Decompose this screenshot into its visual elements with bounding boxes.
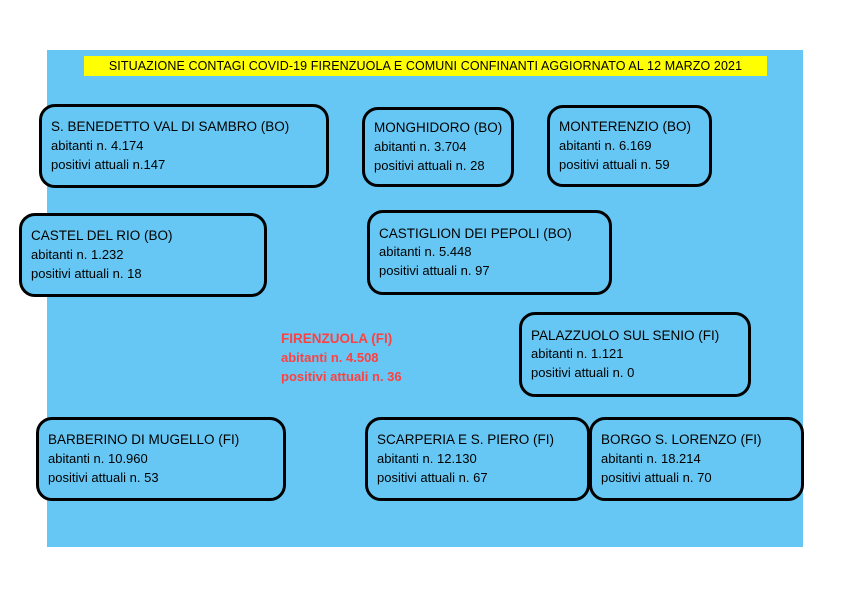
- municipality-positives: positivi attuali n. 28: [374, 157, 485, 173]
- municipality-positives: positivi attuali n. 97: [379, 263, 490, 279]
- municipality-name: SCARPERIA E S. PIERO (FI): [377, 432, 555, 448]
- municipality-name: MONTERENZIO (BO): [559, 119, 691, 135]
- blue-board: [31, 50, 803, 547]
- municipality-inhabitants: abitanti n. 6.169: [559, 137, 652, 153]
- municipality-name: BORGO S. LORENZO (FI): [601, 432, 762, 448]
- municipality-name: BARBERINO DI MUGELLO (FI): [48, 432, 240, 448]
- municipality-name: CASTIGLION DEI PEPOLI (BO): [379, 225, 572, 241]
- page-title: SITUAZIONE CONTAGI COVID-19 FIRENZUOLA E COMUNI CONFINANTI AGGIORNATO AL 12 MARZO 2021: [108, 59, 743, 73]
- municipality-inhabitants: abitanti n. 12.130: [377, 450, 477, 466]
- municipality-name: CASTEL DEL RIO (BO): [31, 228, 173, 244]
- municipality-name: MONGHIDORO (BO): [374, 120, 503, 136]
- municipality-box-scarperia-e-san-piero: [365, 417, 590, 501]
- municipality-inhabitants: abitanti n. 1.121: [531, 346, 624, 362]
- municipality-positives: positivi attuali n.147: [51, 156, 166, 172]
- municipality-positives: positivi attuali n. 70: [601, 469, 712, 485]
- municipality-box-borgo-san-lorenzo: [589, 417, 804, 501]
- municipality-name: S. BENEDETTO VAL DI SAMBRO (BO): [51, 119, 290, 135]
- municipality-inhabitants: abitanti n. 4.508: [281, 349, 379, 365]
- municipality-positives: positivi attuali n. 67: [377, 469, 488, 485]
- municipality-box-monterenzio: [547, 105, 712, 187]
- municipality-box-palazzuolo-sul-senio: [519, 312, 751, 397]
- municipality-positives: positivi attuali n. 53: [48, 469, 159, 485]
- municipality-positives: positivi attuali n. 18: [31, 265, 142, 281]
- municipality-inhabitants: abitanti n. 4.174: [51, 137, 144, 153]
- municipality-inhabitants: abitanti n. 10.960: [48, 450, 148, 466]
- municipality-name: PALAZZUOLO SUL SENIO (FI): [531, 327, 720, 343]
- municipality-inhabitants: abitanti n. 3.704: [374, 138, 467, 154]
- municipality-box-monghidoro: [362, 107, 514, 187]
- municipality-inhabitants: abitanti n. 18.214: [601, 450, 701, 466]
- municipality-box-firenzuola: [272, 318, 452, 398]
- municipality-box-castiglion-dei-pepoli: [367, 210, 612, 295]
- municipality-positives: positivi attuali n. 36: [281, 368, 402, 384]
- municipality-box-castel-del-rio: [19, 213, 267, 297]
- municipality-positives: positivi attuali n. 59: [559, 156, 670, 172]
- municipality-positives: positivi attuali n. 0: [531, 365, 635, 381]
- municipality-box-barberino-di-mugello: [36, 417, 286, 501]
- municipality-inhabitants: abitanti n. 5.448: [379, 244, 472, 260]
- municipality-inhabitants: abitanti n. 1.232: [31, 246, 124, 262]
- title-banner: [84, 56, 767, 76]
- municipality-name: FIRENZUOLA (FI): [281, 331, 393, 347]
- municipality-box-san-benedetto: [39, 104, 329, 188]
